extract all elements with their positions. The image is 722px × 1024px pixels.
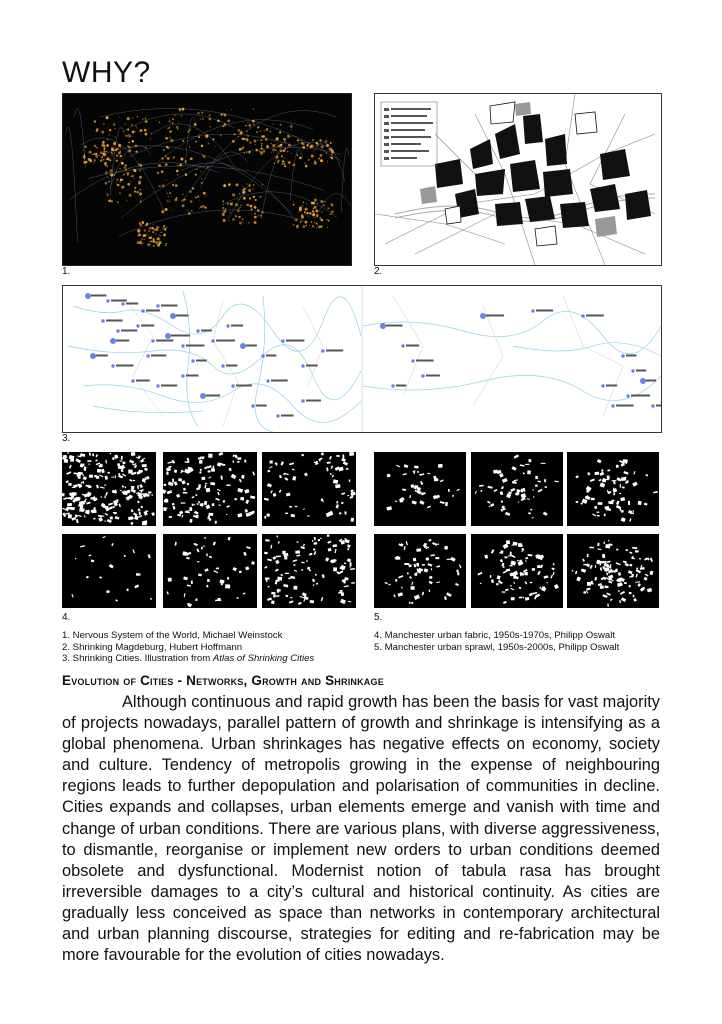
- world-network-night-map-icon: [63, 94, 351, 265]
- body-paragraph: Although continuous and rapid growth has been the basis for vast majority of projects nowadays, parallel pattern of growth and shrinkage is intensifying as a global phenomena. Urban shrinkages has negative effects on economy, society and culture. Tendency of metropolis growing in the expense of neighbouring regions leads to further depopulation and polarisation of communities in decline. Cities expands and collapses, urban elements emerge and vanish with time and change of urban conditions. There are various plans, with diverse aggressiveness, to dismantle, reorganise or implement new orders to urban conditions deemed obsolete and dysfunctional. Modernist notion of tabula rasa has brought irreversible damages to a city’s cultural and historical continuity. As cities are gradually less conceived as space than networks in contemporary architectural and urban planning discourse, strategies for editing and re-fabrication may be more favourable for the evolution of cities nowadays.: [62, 693, 660, 965]
- caption-4: 4. Manchester urban fabric, 1950s-1970s, Philipp Oswalt: [374, 630, 616, 641]
- caption-1: 1. Nervous System of the World, Michael Weinstock: [62, 630, 283, 641]
- figure-3-number: 3.: [62, 433, 71, 444]
- captions-left: [62, 630, 314, 665]
- caption-3: [62, 653, 314, 665]
- caption-3-text: 3. Shrinking Cities. Illustration from: [62, 653, 213, 664]
- figure-4-manchester-fabric-grid: [62, 452, 356, 608]
- shrinking-cities-world-map-icon: [63, 286, 661, 432]
- section-heading: Evolution of Cities - Networks, Growth and Shrinkage: [62, 673, 384, 688]
- caption-2: 2. Shrinking Magdeburg, Hubert Hoffmann: [62, 641, 243, 653]
- figure-2-number: 2.: [374, 266, 383, 277]
- figure-1-number: 1.: [62, 266, 71, 277]
- magdeburg-shrinkage-plan-icon: [375, 94, 661, 265]
- figure-4-number: 4.: [62, 612, 71, 623]
- figure-1-world-network-map: [62, 93, 352, 266]
- manchester-urban-fabric-grid-icon: [62, 452, 356, 608]
- figure-5-manchester-sprawl-grid: [374, 452, 660, 608]
- figure-5-number: 5.: [374, 612, 383, 623]
- caption-5: 5. Manchester urban sprawl, 1950s-2000s, Philipp Oswalt: [374, 641, 620, 653]
- page-title: WHY?: [62, 56, 151, 89]
- figure-2-magdeburg-plan: [374, 93, 662, 266]
- figure-3-shrinking-cities-map: [62, 285, 662, 433]
- captions-right: [374, 630, 619, 653]
- manchester-urban-sprawl-grid-icon: [374, 452, 660, 608]
- caption-3-book-title: Atlas of Shrinking Cities: [212, 653, 315, 664]
